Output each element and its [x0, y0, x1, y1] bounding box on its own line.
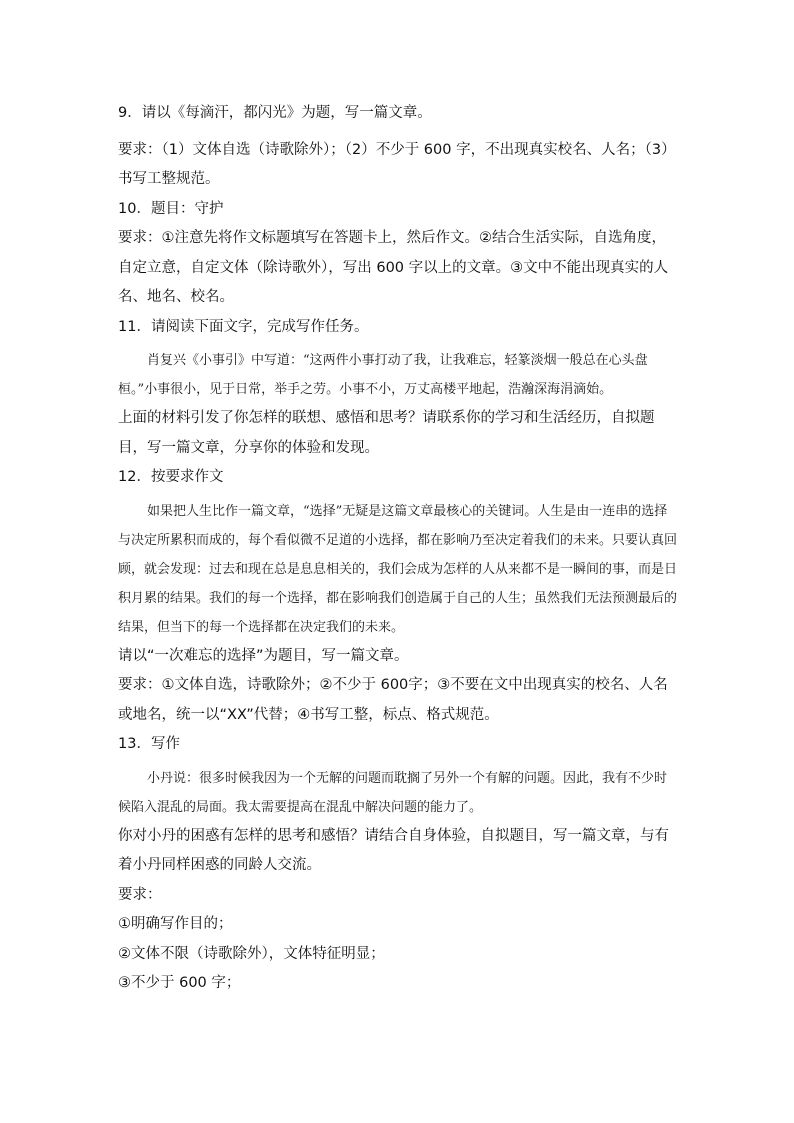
- question-13-requirement-1: ①明确写作目的；: [118, 916, 233, 932]
- question-13-requirements-label: 要求：: [118, 886, 162, 903]
- question-11-prompt: 上面的材料引发了你怎样的联想、感悟和思考？请联系你的学习和生活经历，自拟题目，写一篇文章，分享你的体验和发现。: [118, 410, 655, 456]
- question-11-quote: 肖复兴《小事引》中写道：“这两件小事打动了我，让我难忘，轻篆淡烟一般总在心头盘桓。”小事很小，见于日常，举手之劳。小事不小，万丈高楼平地起，浩瀚深海涓滴始。: [118, 353, 648, 397]
- question-11-title: 11．请阅读下面文字，完成写作任务。: [118, 318, 369, 335]
- document-body: [118, 99, 678, 999]
- question-13-requirement-3: ③不少于 600 字；: [118, 975, 241, 991]
- question-13-requirement-2: ②文体不限（诗歌除外），文体特征明显；: [118, 945, 385, 962]
- question-9-requirements: 要求：（1）文体自选（诗歌除外）；（2）不少于 600 字，不出现真实校名、人名；（3）书写工整规范。: [118, 141, 676, 187]
- question-12-title: 12．按要求作文: [118, 469, 224, 485]
- question-12-quote: 如果把人生比作一篇文章，“选择”无疑是这篇文章最核心的关键词。人生是由一连串的选择与决定所累积而成的，每个看似微不足道的小选择，都在影响乃至决定着我们的未来。只要认真回顾，就会发现：过去和现在总是息息相关的，我们会成为怎样的人从来都不是一瞬间的事，而是日积月累的结果。我们的每一个选择，都在影响我们创造属于自己的人生；虽然我们无法预测最后的结果，但当下的每一个选择都在决定我们的未来。: [118, 503, 678, 635]
- question-12-prompt: 请以“一次难忘的选择”为题目，写一篇文章。: [118, 647, 409, 664]
- question-13-quote: 小丹说：很多时候我因为一个无解的问题而耽搁了另外一个有解的问题。因此，我有不少时候陷入混乱的局面。我太需要提高在混乱中解决问题的能力了。: [118, 770, 668, 815]
- question-10-requirements: 要求：①注意先将作文标题填写在答题卡上，然后作文。②结合生活实际，自选角度，自定立意，自定文体（除诗歌外），写出 600 字以上的文章。③文中不能出现真实的人名、地名、校名。: [118, 230, 669, 305]
- question-9-title: 9．请以《每滴汗，都闪光》为题，写一篇文章。: [118, 105, 432, 121]
- question-12-requirements: 要求：①文体自选，诗歌除外；②不少于 600字；③不要在文中出现真实的校名、人名或地名，统一以“XX”代替；④书写工整，标点、格式规范。: [118, 677, 668, 723]
- question-13-title: 13．写作: [118, 736, 180, 752]
- question-13-prompt: 你对小丹的困惑有怎样的思考和感悟？请结合自身体验，自拟题目，写一篇文章，与有着小丹同样困惑的同龄人交流。: [118, 827, 669, 873]
- question-10-title: 10．题目：守护: [118, 200, 224, 217]
